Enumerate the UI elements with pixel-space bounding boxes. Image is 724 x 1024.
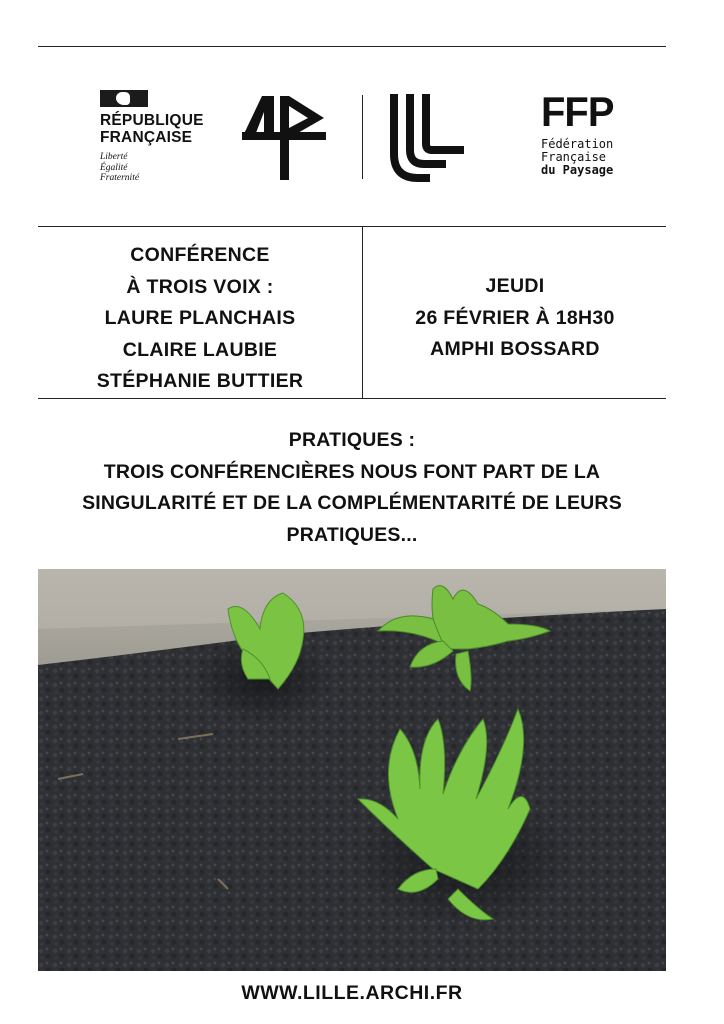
rf-motto-liberte: Liberté <box>100 152 128 162</box>
theme-line: PRATIQUES... <box>286 523 418 546</box>
speakers-line: CONFÉRENCE <box>130 244 270 266</box>
speakers-line: STÉPHANIE BUTTIER <box>96 370 304 392</box>
republique-francaise-logo <box>100 90 220 190</box>
rf-title-line1: RÉPUBLIQUE <box>100 112 204 129</box>
lille-logo <box>390 92 470 184</box>
schedule-block <box>364 271 666 366</box>
ap-school-logo <box>240 92 330 184</box>
rf-title-line2: FRANÇAISE <box>100 129 193 146</box>
ffp-line2: Française <box>541 150 607 164</box>
info-bottom-rule <box>38 398 666 399</box>
website-url[interactable]: WWW.LILLE.ARCHI.FR <box>241 982 463 1004</box>
theme-line: PRATIQUES : <box>288 429 416 451</box>
lll-monogram-icon <box>390 92 470 184</box>
ffp-line3: du Paysage <box>541 163 614 177</box>
speakers-line: CLAIRE LAUBIE <box>122 338 278 361</box>
rf-motto-fraternite: Fraternité <box>100 173 140 183</box>
event-date-time: 26 FÉVRIER À 18H30 <box>415 306 615 329</box>
ffp-mark: FFP <box>541 88 614 135</box>
top-rule <box>38 46 666 47</box>
theme-line: TROIS CONFÉRENCIÈRES NOUS FONT PART DE LA <box>103 460 601 483</box>
speakers-line: À TROIS VOIX : <box>126 275 274 298</box>
speakers-line: LAURE PLANCHAIS <box>104 307 296 329</box>
plants-through-asphalt-photo <box>38 569 666 971</box>
info-divider <box>362 226 363 398</box>
marianne-flag-icon <box>100 90 148 107</box>
ffp-line1: Fédération <box>541 137 614 151</box>
photo-illustration <box>38 569 666 971</box>
speakers-block <box>38 240 362 398</box>
ap-monogram-icon <box>240 92 330 184</box>
info-top-rule <box>38 226 666 227</box>
event-day: JEUDI <box>485 275 545 297</box>
ffp-logo <box>541 88 641 184</box>
event-venue: AMPHI BOSSARD <box>430 338 600 360</box>
theme-line: SINGULARITÉ ET DE LA COMPLÉMENTARITÉ DE LEURS <box>82 492 622 514</box>
logo-separator <box>362 95 363 179</box>
theme-text <box>38 425 666 551</box>
rf-motto-egalite: Égalité <box>100 162 128 173</box>
